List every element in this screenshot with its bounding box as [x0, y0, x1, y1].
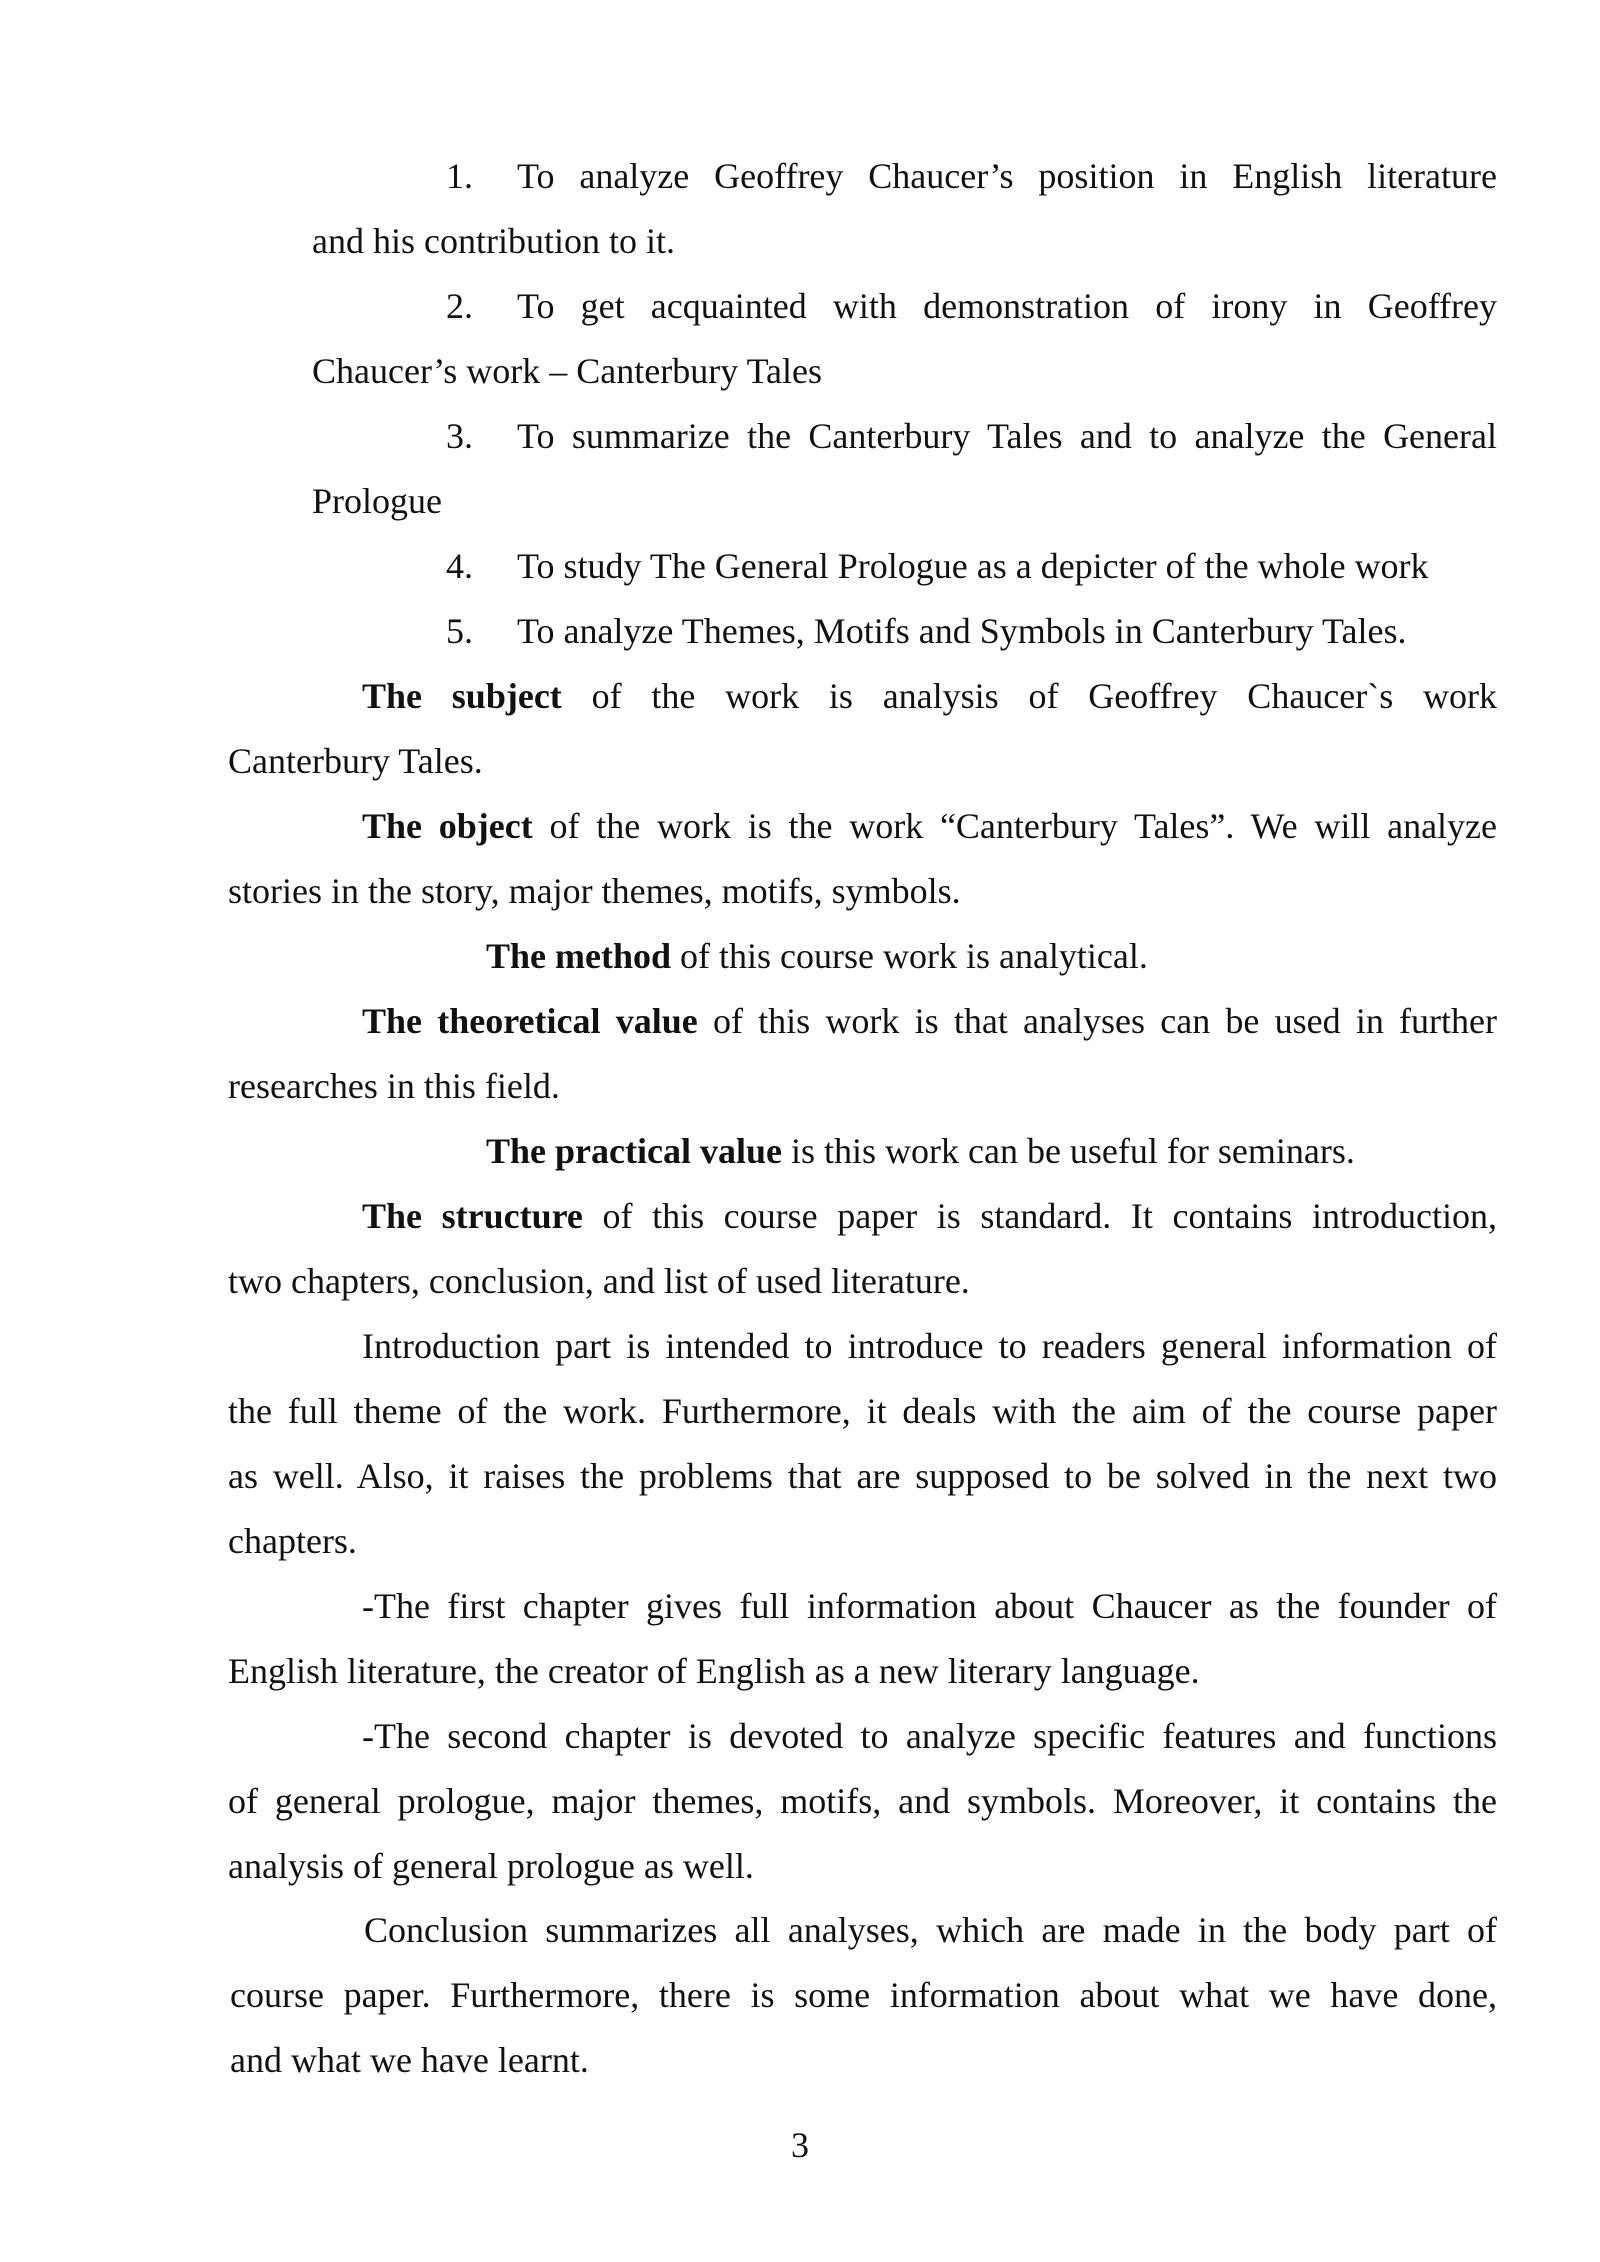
objective-4-line-1: To study The General Prologue as a depicter of the whole work: [517, 546, 1429, 586]
second-chapter-line-2: of general prologue, major themes, motifs, and symbols. Moreover, it contains the: [228, 1781, 1497, 1821]
first-chapter-line-2: English literature, the creator of English as a new literary language.: [228, 1651, 1200, 1691]
structure-label: The structure: [362, 1196, 583, 1236]
second-chapter-line-1: -The second chapter is devoted to analyze specific features and functions: [362, 1716, 1497, 1756]
method-text: of this course work is analytical.: [671, 936, 1148, 976]
object-line-1: [362, 804, 1497, 848]
theoretical-line-1: [362, 999, 1497, 1043]
objective-1-line-2: and his contribution to it.: [312, 221, 675, 261]
objective-2-line-1: To get acquainted with demonstration of irony in Geoffrey: [517, 286, 1497, 326]
objective-2-number: 2.: [446, 286, 473, 326]
objective-1-line-1: To analyze Geoffrey Chaucer’s position in English literature: [517, 156, 1497, 196]
conclusion-line-1: Conclusion summarizes all analyses, which are made in the body part of: [364, 1910, 1497, 1950]
object-text: of the work is the work “Canterbury Tales”. We will analyze: [532, 806, 1498, 846]
introduction-line-1: Introduction part is intended to introduce to readers general information of: [362, 1326, 1497, 1366]
practical-line: [486, 1129, 1355, 1173]
theoretical-line-2: researches in this field.: [228, 1066, 560, 1106]
structure-text: of this course paper is standard. It contains introduction,: [582, 1196, 1498, 1236]
objective-4-number: 4.: [446, 546, 473, 586]
subject-line-1: [362, 674, 1497, 718]
method-line: [486, 934, 1148, 978]
second-chapter-line-3: analysis of general prologue as well.: [228, 1846, 754, 1886]
introduction-line-4: chapters.: [228, 1521, 357, 1561]
objective-3-number: 3.: [446, 416, 473, 456]
practical-text: is this work can be useful for seminars.: [781, 1131, 1355, 1171]
introduction-line-2: the full theme of the work. Furthermore, it deals with the aim of the course paper: [228, 1391, 1497, 1431]
structure-line-2: two chapters, conclusion, and list of used literature.: [228, 1261, 970, 1301]
objective-5-number: 5.: [446, 611, 473, 651]
subject-text: of the work is analysis of Geoffrey Chaucer`s work: [561, 676, 1498, 716]
theoretical-label: The theoretical value: [362, 1001, 698, 1041]
method-label: The method: [486, 936, 672, 976]
objective-3-line-1: To summarize the Canterbury Tales and to analyze the General: [517, 416, 1497, 456]
objective-2-line-2: Chaucer’s work – Canterbury Tales: [312, 351, 823, 391]
introduction-line-3: as well. Also, it raises the problems that are supposed to be solved in the next two: [228, 1456, 1497, 1496]
object-line-2: stories in the story, major themes, motifs, symbols.: [228, 871, 961, 911]
theoretical-text: of this work is that analyses can be used in further: [697, 1001, 1498, 1041]
conclusion-line-3: and what we have learnt.: [230, 2040, 589, 2080]
objective-5-line-1: To analyze Themes, Motifs and Symbols in Canterbury Tales.: [517, 611, 1407, 651]
objective-1-number: 1.: [446, 156, 473, 196]
page-number: 3: [791, 2125, 809, 2165]
structure-line-1: [362, 1194, 1497, 1238]
conclusion-line-2: course paper. Furthermore, there is some information about what we have done,: [230, 1975, 1497, 2015]
subject-line-2: Canterbury Tales.: [228, 741, 483, 781]
object-label: The object: [362, 806, 533, 846]
subject-label: The subject: [362, 676, 562, 716]
practical-label: The practical value: [486, 1131, 782, 1171]
objective-3-line-2: Prologue: [312, 481, 442, 521]
first-chapter-line-1: -The first chapter gives full information about Chaucer as the founder of: [362, 1586, 1497, 1626]
